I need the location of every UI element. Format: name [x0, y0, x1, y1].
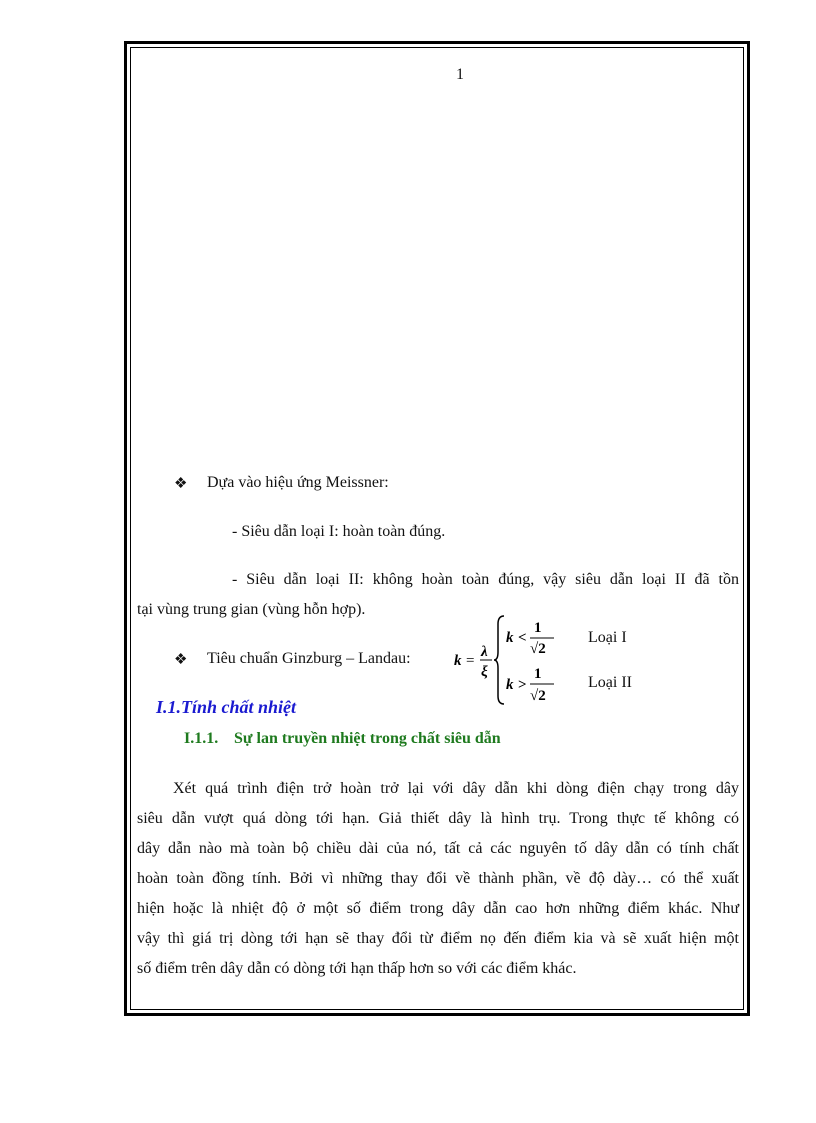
ginzburg-formula	[452, 612, 572, 708]
type2-label: Loại II	[588, 674, 632, 691]
type2-meissner-line1: - Siêu dẫn loại II: không hoàn toàn đúng, vậy siêu dẫn loại II đã tồn	[232, 571, 739, 588]
formula-lt: <	[518, 630, 527, 646]
paragraph-line: siêu dẫn vượt quá dòng tới hạn. Giả thiết dây là hình trụ. Trong thực tế không có	[137, 810, 739, 827]
subheading-number: I.1.1.	[184, 730, 219, 747]
formula-sqrt-bottom: √2	[530, 688, 546, 704]
paragraph-line: hiện hoặc là nhiệt độ ở một số điểm trong dây dẫn cao hơn những điểm khác. Như	[137, 900, 739, 917]
paragraph-line: số điểm trên dây dẫn có dòng tới hạn thấp hơn so với các điểm khác.	[137, 960, 577, 977]
formula-gt: >	[518, 677, 527, 693]
type1-meissner-text: - Siêu dẫn loại I: hoàn toàn đúng.	[232, 523, 446, 540]
type1-label: Loại I	[588, 629, 627, 646]
paragraph-line: hoàn toàn đồng tính. Bởi vì những thay đổi về thành phần, về độ dày… có thể xuất	[137, 870, 739, 887]
ginzburg-label: Tiêu chuẩn Ginzburg – Landau:	[207, 650, 411, 667]
formula-brace	[494, 616, 504, 704]
paragraph-line: dây dẫn nào mà toàn bộ chiều dài của nó, tất cả các nguyên tố dây dẫn có tính chất	[137, 840, 739, 857]
type2-meissner-line2: tại vùng trung gian (vùng hỗn hợp).	[137, 601, 366, 618]
bullet-icon: ❖	[174, 652, 188, 668]
formula-k-top: k	[506, 630, 514, 646]
formula-one-bottom: 1	[534, 666, 542, 682]
subheading-title: Sự lan truyền nhiệt trong chất siêu dẫn	[234, 730, 501, 747]
formula-sqrt-top: √2	[530, 641, 546, 657]
meissner-label: Dựa vào hiệu ứng Meissner:	[207, 474, 389, 491]
formula-k: k	[454, 653, 462, 669]
section-heading: I.1.Tính chất nhiệt	[156, 697, 297, 717]
paragraph-line: vậy thì giá trị dòng tới hạn sẽ thay đổi từ điểm nọ đến điểm kia và sẽ xuất hiện một	[137, 930, 739, 947]
formula-lambda: λ	[481, 644, 488, 660]
formula-one-top: 1	[534, 620, 542, 636]
formula-k-bottom: k	[506, 677, 514, 693]
paragraph-line: Xét quá trình điện trở hoàn trở lại với dây dẫn khi dòng điện chạy trong dây	[173, 780, 739, 797]
formula-eq: =	[466, 653, 475, 669]
formula-xi: ξ	[481, 664, 488, 680]
bullet-icon: ❖	[174, 476, 188, 492]
page-number: 1	[456, 66, 464, 83]
